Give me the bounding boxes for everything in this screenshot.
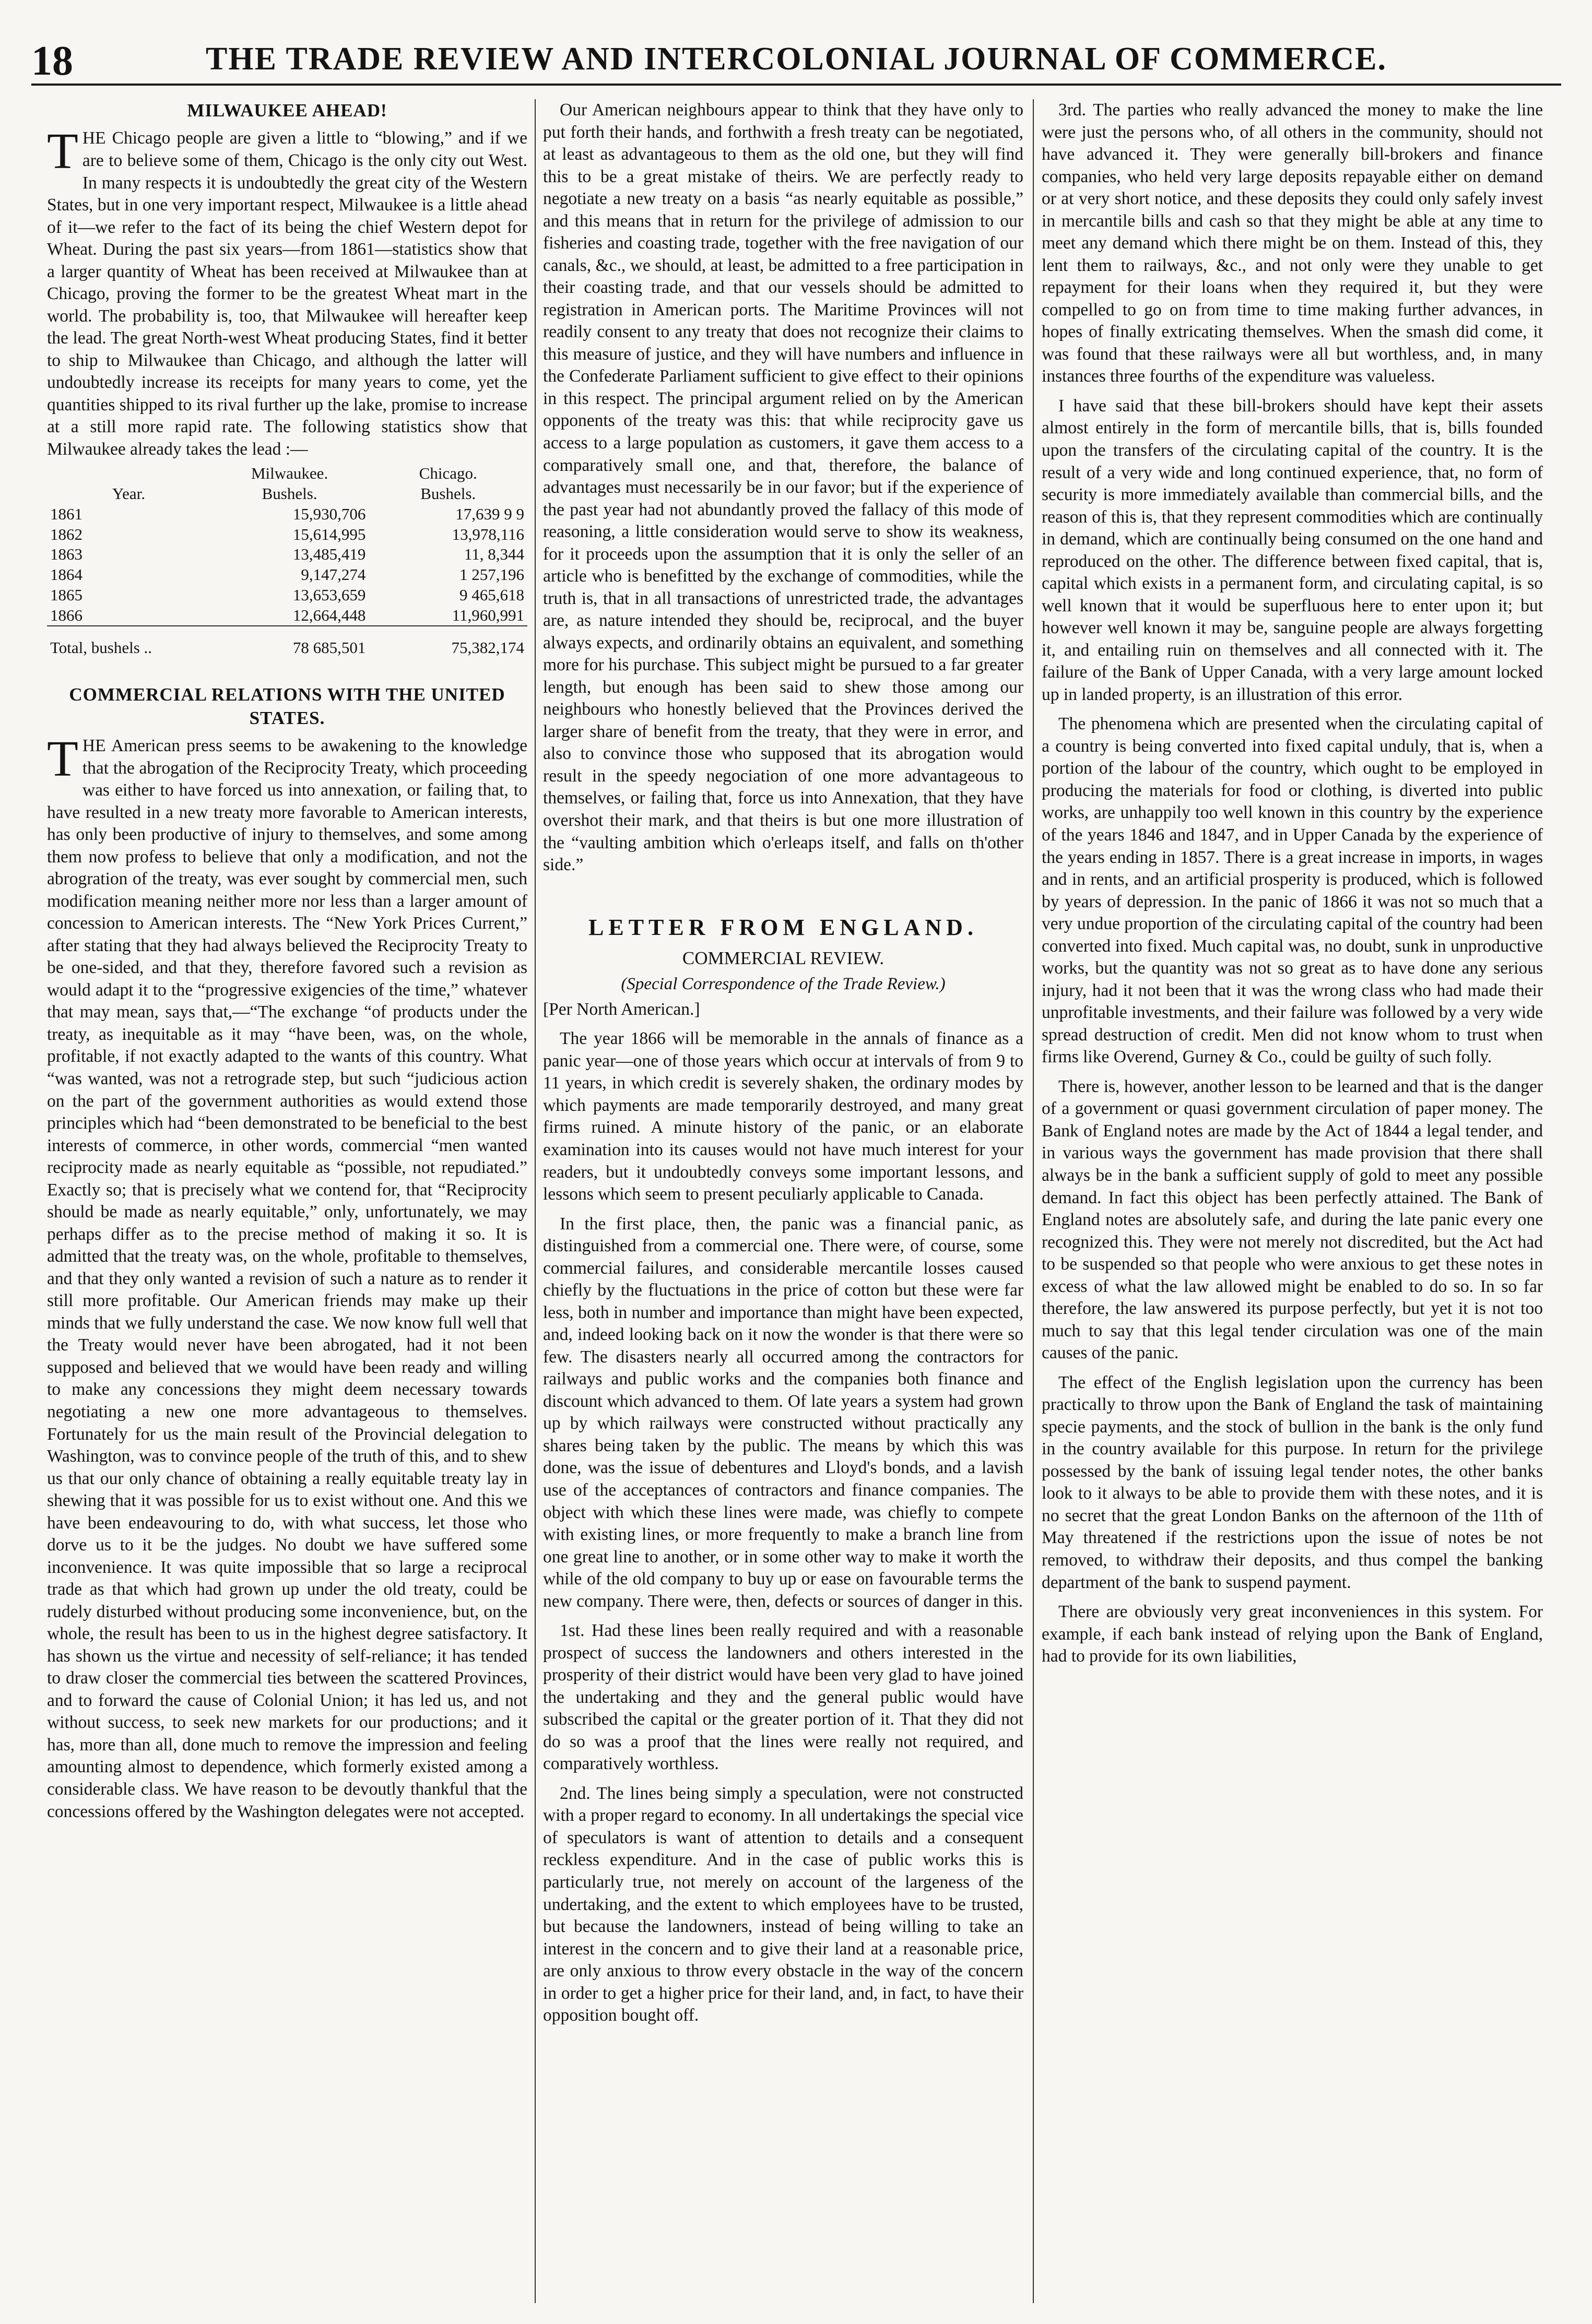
column-3 <box>1042 99 1543 2303</box>
table-row: 1862 15,614,995 13,978,116 <box>50 525 524 543</box>
table-total-row: Total, bushels .. 78 685,501 75,382,174 <box>47 626 527 658</box>
unit-label: Bushels. <box>420 484 476 503</box>
article-title-commercial-relations: COMMERCIAL RELATIONS WITH THE UNITED STATES. <box>69 684 505 728</box>
article-paragraph: THE American press seems to be awakening to the knowledge that the abrogation of the Reciprocity Treaty, which proceeding was either to have forced us into annexation, or failing that, to have resulted in a new treaty more favorable to American interests, has only been productive of injury to themselves, and some among them now profess to believe that only a modification, and not the abrogration of the treaty, was ever sought by commercial men, such modification meaning neither more nor less than a larger amount of concession to American interests. The “New York Prices Current,” after stating that they had always believed the Reciprocity Treaty to be one-sided, and that they, therefore favored such a revision as would adapt it to the “progressive exigencies of the time,” whatever that may mean, says that,—“The exchange “of products under the treaty, as inequitable as it may “have been, was, on the whole, profitable, if not exactly adapted to the wants of this country. What “was wanted, was not a retrograde step, but such “judicious action on the part of the government authorities as would extend those principles which had “been demonstrated to be beneficial to the best interests of commerce, in other words, commercial “men wanted reciprocity made as nearly equitable as “possible, not repudiated.” Exactly so; that is precisely what we contend for, that “Reciprocity should be made as nearly equitable,” only, unfortunately, we may perhaps differ as to the precise method of making it so. It is admitted that the treaty was, on the whole, profitable to themselves, and that they only wanted a revision of such a nature as to render it still more profitable. Our American friends may make up their minds that we fully understand the case. We now know full well that the Treaty would never have been abrogated, had it not been supposed and believed that we would have been ready and willing to make any concessions they might deem necessary towards negotiating a new one more advantageous to themselves. Fortunately for us the main result of the Provincial delegation to Washington, was to convince people of the truth of this, and to shew us that our only chance of obtaining a really equitable treaty lay in shewing that it was possible for us to exist without one. And this we have been endeavouring to do, with what success, let those who dorve us to it be the judges. No doubt we have suffered some inconvenience. It was quite impossible that so large a reciprocal trade as that which had grown up under the old treaty, could be rudely disturbed without producing some inconvenience, but, on the whole, the result has been to us in the highest degree satisfactory. It has shown us the virtue and necessity of self-reliance; it has tended to draw closer the commercial ties between the scattered Provinces, and to forward the cause of Colonial Union; it has led us, and not without success, to seek new markets for our productions; and it has, more than all, done much to remove the impression and feeling amounting almost to dependence, which formerly existed among a considerable class. We have reason to be devoutly thankful that the concessions offered by the Washington delegates were not accepted. <box>47 731 527 1821</box>
article-paragraph: I have said that these bill-brokers should have kept their assets almost entirely in the form of mercantile bills, that is, bills founded upon the transfers of the circulating capital of the country. It is the result of a very wide and long continued experience, that, no form of security is more immediately available than commercial bills, and the reason of this is, that they represent commodities which are continually in demand, which are continually being consumed on the one hand and reproduced on the other. The difference between fixed capital, that is, capital which exists in a permanent form, and circulating capital, is so well known that it would be superfluous here to enter upon it; but however well known it may be, sanguine people are always forgetting it, and entailing ruin on themselves and all connected with it. The failure of the Bank of Upper Canada, with a very large amount locked up in landed property, is an illustration of this error. <box>1042 396 1543 704</box>
article-paragraph: 1st. Had these lines been really required and with a reasonable prospect of success the landowners and others interested in the prosperity of their district would have been very glad to have joined the undertaking and they and the general public would have subscribed the capital or the greater portion of it. That they did not do so was a proof that the lines were really not required, and comparatively worthless. <box>543 1621 1023 1774</box>
article-title-letter-from-england: LETTER FROM ENGLAND. <box>588 914 978 940</box>
article-paragraph: There are obviously very great inconveniences in this system. For example, if each bank instead of relying upon the Bank of England, had to provide for its own liabilities, <box>1042 1602 1543 1666</box>
correspondence-note: (Special Correspondence of the Trade Review.) <box>621 974 946 993</box>
table-row: 1863 13,485,419 11, 8,344 <box>50 545 524 564</box>
article-paragraph: The effect of the English legislation upon the currency has been practically to throw upon the Bank of England the task of maintaining specie payments, and the stock of bullion in the bank is the only fund in the country available for this purpose. In return for the privilege possessed by the bank of issuing legal tender notes, the other banks look to it always to be able to provide them with these notes, and it is no secret that the great London Banks on the afternoon of the 11th of May threatened if the restrictions upon the issue of notes be not removed, to withdraw their deposits, and thus compel the banking department of the bank to suspend payment. <box>1042 1372 1543 1592</box>
article-paragraph: 3rd. The parties who really advanced the money to make the line were just the persons who, of all others in the community, should not have advanced it. They were generally bill-brokers and finance companies, who held very large deposits repayable either on demand or at very short notice, and these deposits they could only safely invest in mercantile bills and cash so that they might be able at any time to meet any demand which there might be on them. Instead of this, they lent them to railways, &c., and not only were they unable to get repayment for their loans when they required it, but they were compelled to go on from time to time making further advances, in hopes of finally extricating themselves. When the smash did come, it was found that these railways were all but worthless, and, in many instances three fourths of the expenditure was valueless. <box>1042 100 1543 386</box>
wheat-statistics-table <box>47 464 527 658</box>
table-row: 1864 9,147,274 1 257,196 <box>50 565 524 584</box>
column-header: Chicago. <box>419 464 477 483</box>
table-row: 1866 12,664,448 11,960,991 <box>50 606 524 624</box>
column-header: Milwaukee. <box>251 464 328 483</box>
article-title-milwaukee: MILWAUKEE AHEAD! <box>187 100 387 121</box>
column-divider <box>1033 99 1034 2303</box>
article-paragraph: The year 1866 will be memorable in the annals of finance as a panic year—one of those years which occur at intervals of from 9 to 11 years, in which credit is severely shaken, the ordinary modes by which payments are made temporarily destroyed, and many great firms ruined. A minute history of the panic, or an elaborate examination into its causes would not have much interest for your readers, but it undoubtedly conveys some important lessons, and lessons which seem to present peculiarly applicable to Canada. <box>543 1029 1023 1204</box>
dispatch-note: [Per North American.] <box>543 999 700 1019</box>
drop-cap: T <box>47 123 78 180</box>
article-paragraph: 2nd. The lines being simply a speculation, were not constructed with a proper regard to economy. In all undertakings the special vice of speculators is want of attention to details and a consequent reckless expenditure. And in the case of public works this is particularly true, not merely on account of the largeness of the undertaking, and the extent to which employees have to be trusted, but because the landowners, instead of being willing to take an interest in the concern and to give their land at a reasonable price, are only anxious to throw every obstacle in the way of the concern in order to get a higher price for their land, and, in fact, to have their opposition bought off. <box>543 1783 1023 2025</box>
column-2 <box>543 99 1023 2303</box>
article-subtitle: COMMERCIAL REVIEW. <box>682 948 885 969</box>
article-paragraph: Our American neighbours appear to think that they have only to put forth their hands, and forthwith a fresh treaty can be negotiated, at least as advantageous to them as the old one, but they will find this to be a great mistake of theirs. We are perfectly ready to negotiate a new treaty on a basis “as nearly equitable as possible,” and this means that in return for the privilege of admission to our fisheries and coasting trade, together with the free navigation of our canals, &c., we should, at least, be admitted to a free participation in their coasting trade, and that our vessels should be admitted to registration in American ports. The Maritime Provinces will not readily consent to any treaty that does not recognize their claims to this measure of justice, and they will have numbers and influence in the Confederate Parliament sufficient to give effect to their opinions in this respect. The principal argument relied on by the American opponents of the treaty was this: that while reciprocity gave us access to a large population as customers, it gave them access to a comparatively small one, and that, therefore, the balance of advantages must necessarily be in our favor; but if the experience of the past year had not abundantly proved the fallacy of this mode of reasoning, a little consideration would serve to show its weakness, for it proceeds upon the assumption that it is only the seller of an article who is benefitted by the exchange of commodities, while the truth is, that in all transactions of unrestricted trade, the advantages are, as nature intended they should be, reciprocal, and the buyer always expects, and ordinarily obtains an equivalent, and something more for his purchase. This subject might be pursued to a far greater length, but enough has been said to shew those among our neighbours who honestly believed that the Provinces derived the larger share of benefit from the treaty, that they were in error, and also to convince those who supposed that its abrogation would result in the speedy negociation of one more advantageous to themselves, or failing that, force us into Annexation, that they have overshot their mark, and that theirs is but one more illustration of the “vaulting ambition which o'erleaps itself, and falls on th'other side.” <box>543 100 1023 875</box>
drop-cap: T <box>47 731 78 788</box>
page-number: 18 <box>31 38 73 84</box>
table-row: 1861 15,930,706 17,639 9 9 <box>50 504 524 523</box>
journal-title: THE TRADE REVIEW AND INTERCOLONIAL JOURNAL OF COMMERCE. <box>206 41 1387 77</box>
article-paragraph: In the first place, then, the panic was a financial panic, as distinguished from a commercial one. There were, of course, some commercial failures, and considerable mercantile losses caused chiefly by the fluctuations in the price of cotton but these were far less, both in number and importance than might have been expected, and, indeed looking back on it now the wonder is that there were so few. The disasters nearly all occurred among the contractors for railways and public works and the companies both finance and discount which advanced to them. Of late years a system had grown up by which railways were constructed without practically any shares being taken by the public. The means by which this was done, was the issue of debentures and Lloyd's bonds, and a lavish use of the acceptances of contractors and finance companies. The object with which these lines were made, was chiefly to compete with existing lines, or more frequently to make a branch line from one great line to another, or in some other way to make it worth the while of the old company to buy up or ease on favourable terms the new company. There were, then, defects or sources of danger in this. <box>543 1214 1023 1611</box>
column-header: Year. <box>112 484 145 503</box>
masthead <box>31 37 1561 86</box>
table-row: 1865 13,653,659 9 465,618 <box>50 585 524 604</box>
unit-label: Bushels. <box>262 484 317 503</box>
article-paragraph: THE Chicago people are given a little to “blowing,” and if we are to believe some of them, Chicago is the only city out West. In many respects it is undoubtedly the great city of the Western States, but in one very important respect, Milwaukee is a little ahead of it—we refer to the fact of its being the chief Western depot for Wheat. During the past six years—from 1861—statistics show that a larger quantity of Wheat has been received at Milwaukee than at Chicago, proving the former to be the greatest Wheat mart in the world. The probability is, too, that Milwaukee will hereafter keep the lead. The great North-west Wheat producing States, find it better to ship to Milwaukee than Chicago, and although the latter will undoubtedly increase its receipts for many years to come, yet the quantities shipped to its rival further up the lake, promise to increase at a still more rapid rate. The following statistics show that Milwaukee already takes the lead :— <box>47 123 527 459</box>
column-divider <box>535 99 536 2303</box>
article-paragraph: There is, however, another lesson to be learned and that is the danger of a government or quasi government circulation of paper money. The Bank of England notes are made by the Act of 1844 a legal tender, and in various ways the government has made provision that there shall always be in the bank a sufficient supply of gold to meet any possible demand. In fact this object has been perfectly attained. The Bank of England notes are absolutely safe, and during the late panic every one recognized this. They were not merely not discredited, but the Act had to be suspended so that people who were anxious to get these notes in excess of what the law allowed might be enabled to do so. In so far therefore, the law answered its purpose perfectly, but yet it is not too much to say that this legal tender circulation was one of the main causes of the panic. <box>1042 1076 1543 1363</box>
column-1 <box>47 99 527 2303</box>
article-paragraph: The phenomena which are presented when the circulating capital of a country is being converted into fixed capital unduly, that is, when a portion of the labour of the country, which ought to be employed in producing the materials for food or clothing, is diverted into public works, are unhappily too well known in this country by the experience of the years 1846 and 1847, and in Upper Canada by the experience of the years ending in 1857. There is a great increase in imports, in wages and in rents, and an artificial prosperity is produced, which is followed by years of depression. In the panic of 1866 it was not so much that a very undue proportion of the circulating capital of the country had been converted into fixed. Much capital was, no doubt, sunk in unproductive works, but the quantity was not so great as to have done any serious injury, had it not been that it was the wrong class who had made their unprofitable investments, and their failure was followed by a very wide spread destruction of credit. Men did not know whom to trust when firms like Overend, Gurney & Co., could be guilty of such folly. <box>1042 714 1543 1067</box>
